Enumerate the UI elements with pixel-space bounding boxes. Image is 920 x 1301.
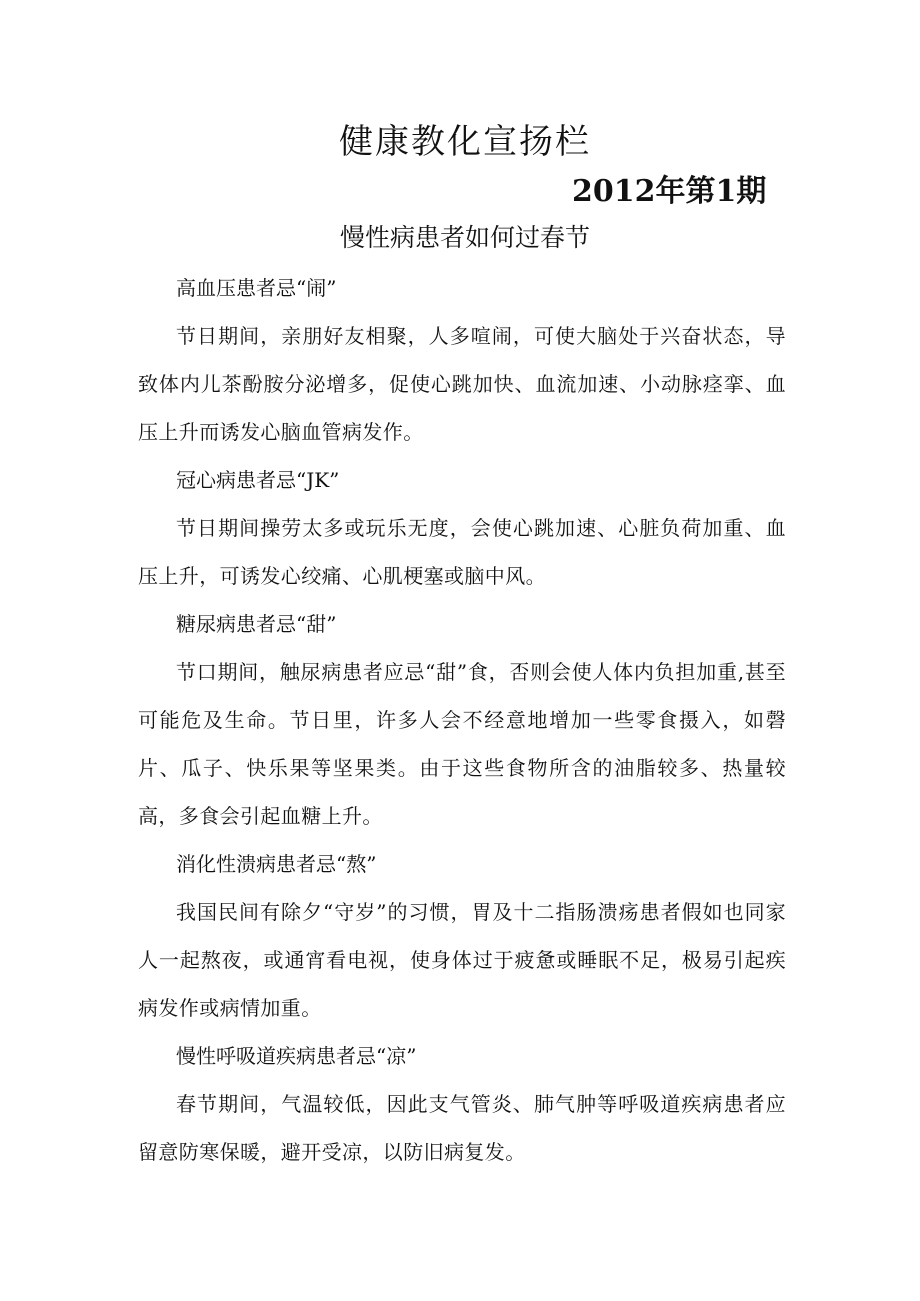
article-title: 慢性病患者如何过春节	[339, 223, 590, 252]
section-heading-coronary: 冠心病患者忌“JK”	[176, 468, 340, 492]
section-body-coronary: 节日期间操劳太多或玩乐无度，会使心跳加速、心脏负荷加重、血压上升，可诱发心绞痛、心肌梗塞或脑中风。	[138, 516, 786, 588]
section-heading-ulcer: 消化性溃病患者忌“熬”	[176, 852, 377, 876]
article-body	[138, 264, 786, 1176]
section-body-diabetes: 节口期间，触尿病患者应忌“甜”食，否则会使人体内负担加重,甚至可能危及生命。节日里，许多人会不经意地增加一些零食摄入，如磬片、瓜子、快乐果等坚果类。由于这些食物所含的油脂较多、热量较高，多食会引起血糖上升。	[138, 660, 786, 828]
section-heading-respiratory: 慢性呼吸道疾病患者忌“凉”	[176, 1044, 417, 1068]
issue-number: 2012年第1期	[572, 174, 767, 209]
masthead-title: 健康教化宣扬栏	[339, 122, 591, 162]
section-body-hypertension: 节日期间，亲朋好友相聚，人多喧闹，可使大脑处于兴奋状态，导致体内儿茶酚胺分泌增多，促使心跳加快、血流加速、小动脉痉挛、血压上升而诱发心脑血管病发作。	[138, 324, 786, 444]
section-heading-hypertension: 高血压患者忌“闹”	[176, 276, 337, 300]
section-body-respiratory: 春节期间，气温较低，因此支气管炎、肺气肿等呼吸道疾病患者应留意防寒保暖，避开受凉，以防旧病复发。	[138, 1092, 786, 1164]
section-heading-diabetes: 糖尿病患者忌“甜”	[176, 612, 337, 636]
section-body-ulcer: 我国民间有除夕“守岁”的习惯，胃及十二指肠溃疡患者假如也同家人一起熬夜，或通宵看电视，使身体过于疲惫或睡眠不足，极易引起疾病发作或病情加重。	[138, 900, 786, 1020]
